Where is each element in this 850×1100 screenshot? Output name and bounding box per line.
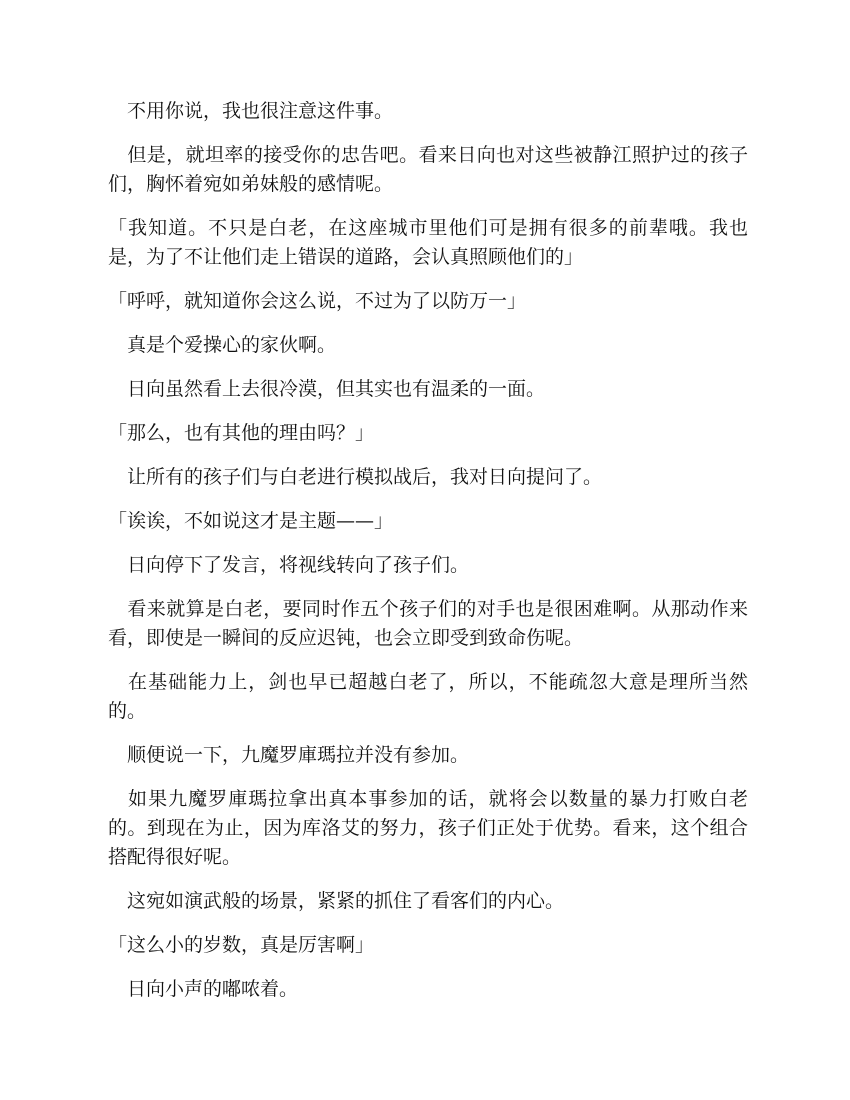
document-page bbox=[108, 97, 748, 1019]
paragraph: 如果九魔罗庫瑪拉拿出真本事参加的话，就将会以数量的暴力打败白老的。到现在为止，因为库洛艾的努力，孩子们正处于优势。看来，这个组合搭配得很好呢。 bbox=[108, 788, 748, 868]
paragraph: 日向停下了发言，将视线转向了孩子们。 bbox=[108, 554, 470, 576]
dialogue-paragraph: 「我知道。不只是白老，在这座城市里他们可是拥有很多的前辈哦。我也是，为了不让他们走上错误的道路，会认真照顾他们的」 bbox=[108, 217, 748, 268]
paragraph: 真是个爱操心的家伙啊。 bbox=[108, 334, 337, 356]
paragraph: 日向虽然看上去很冷漠，但其实也有温柔的一面。 bbox=[108, 378, 546, 400]
paragraph: 让所有的孩子们与白老进行模拟战后，我对日向提问了。 bbox=[108, 466, 603, 488]
paragraph: 日向小声的嘟哝着。 bbox=[108, 978, 299, 1000]
paragraph: 不用你说，我也很注意这件事。 bbox=[108, 100, 394, 122]
paragraph: 顺便说一下，九魔罗庫瑪拉并没有参加。 bbox=[108, 744, 470, 766]
dialogue-paragraph: 「呼呼，就知道你会这么说，不过为了以防万一」 bbox=[108, 290, 527, 312]
paragraph: 在基础能力上，剑也早已超越白老了，所以，不能疏忽大意是理所当然的。 bbox=[108, 671, 748, 722]
paragraph: 看来就算是白老，要同时作五个孩子们的对手也是很困难啊。从那动作来看，即使是一瞬间的反应迟钝，也会立即受到致命伤呢。 bbox=[108, 598, 748, 649]
dialogue-paragraph: 「诶诶，不如说这才是主题——」 bbox=[108, 510, 394, 532]
paragraph: 这宛如演武般的场景，紧紧的抓住了看客们的内心。 bbox=[108, 890, 565, 912]
dialogue-paragraph: 「那么，也有其他的理由吗？」 bbox=[108, 422, 375, 444]
paragraph: 但是，就坦率的接受你的忠告吧。看来日向也对这些被静江照护过的孩子们，胸怀着宛如弟妹般的感情呢。 bbox=[108, 144, 748, 195]
dialogue-paragraph: 「这么小的岁数，真是厉害啊」 bbox=[108, 934, 375, 956]
